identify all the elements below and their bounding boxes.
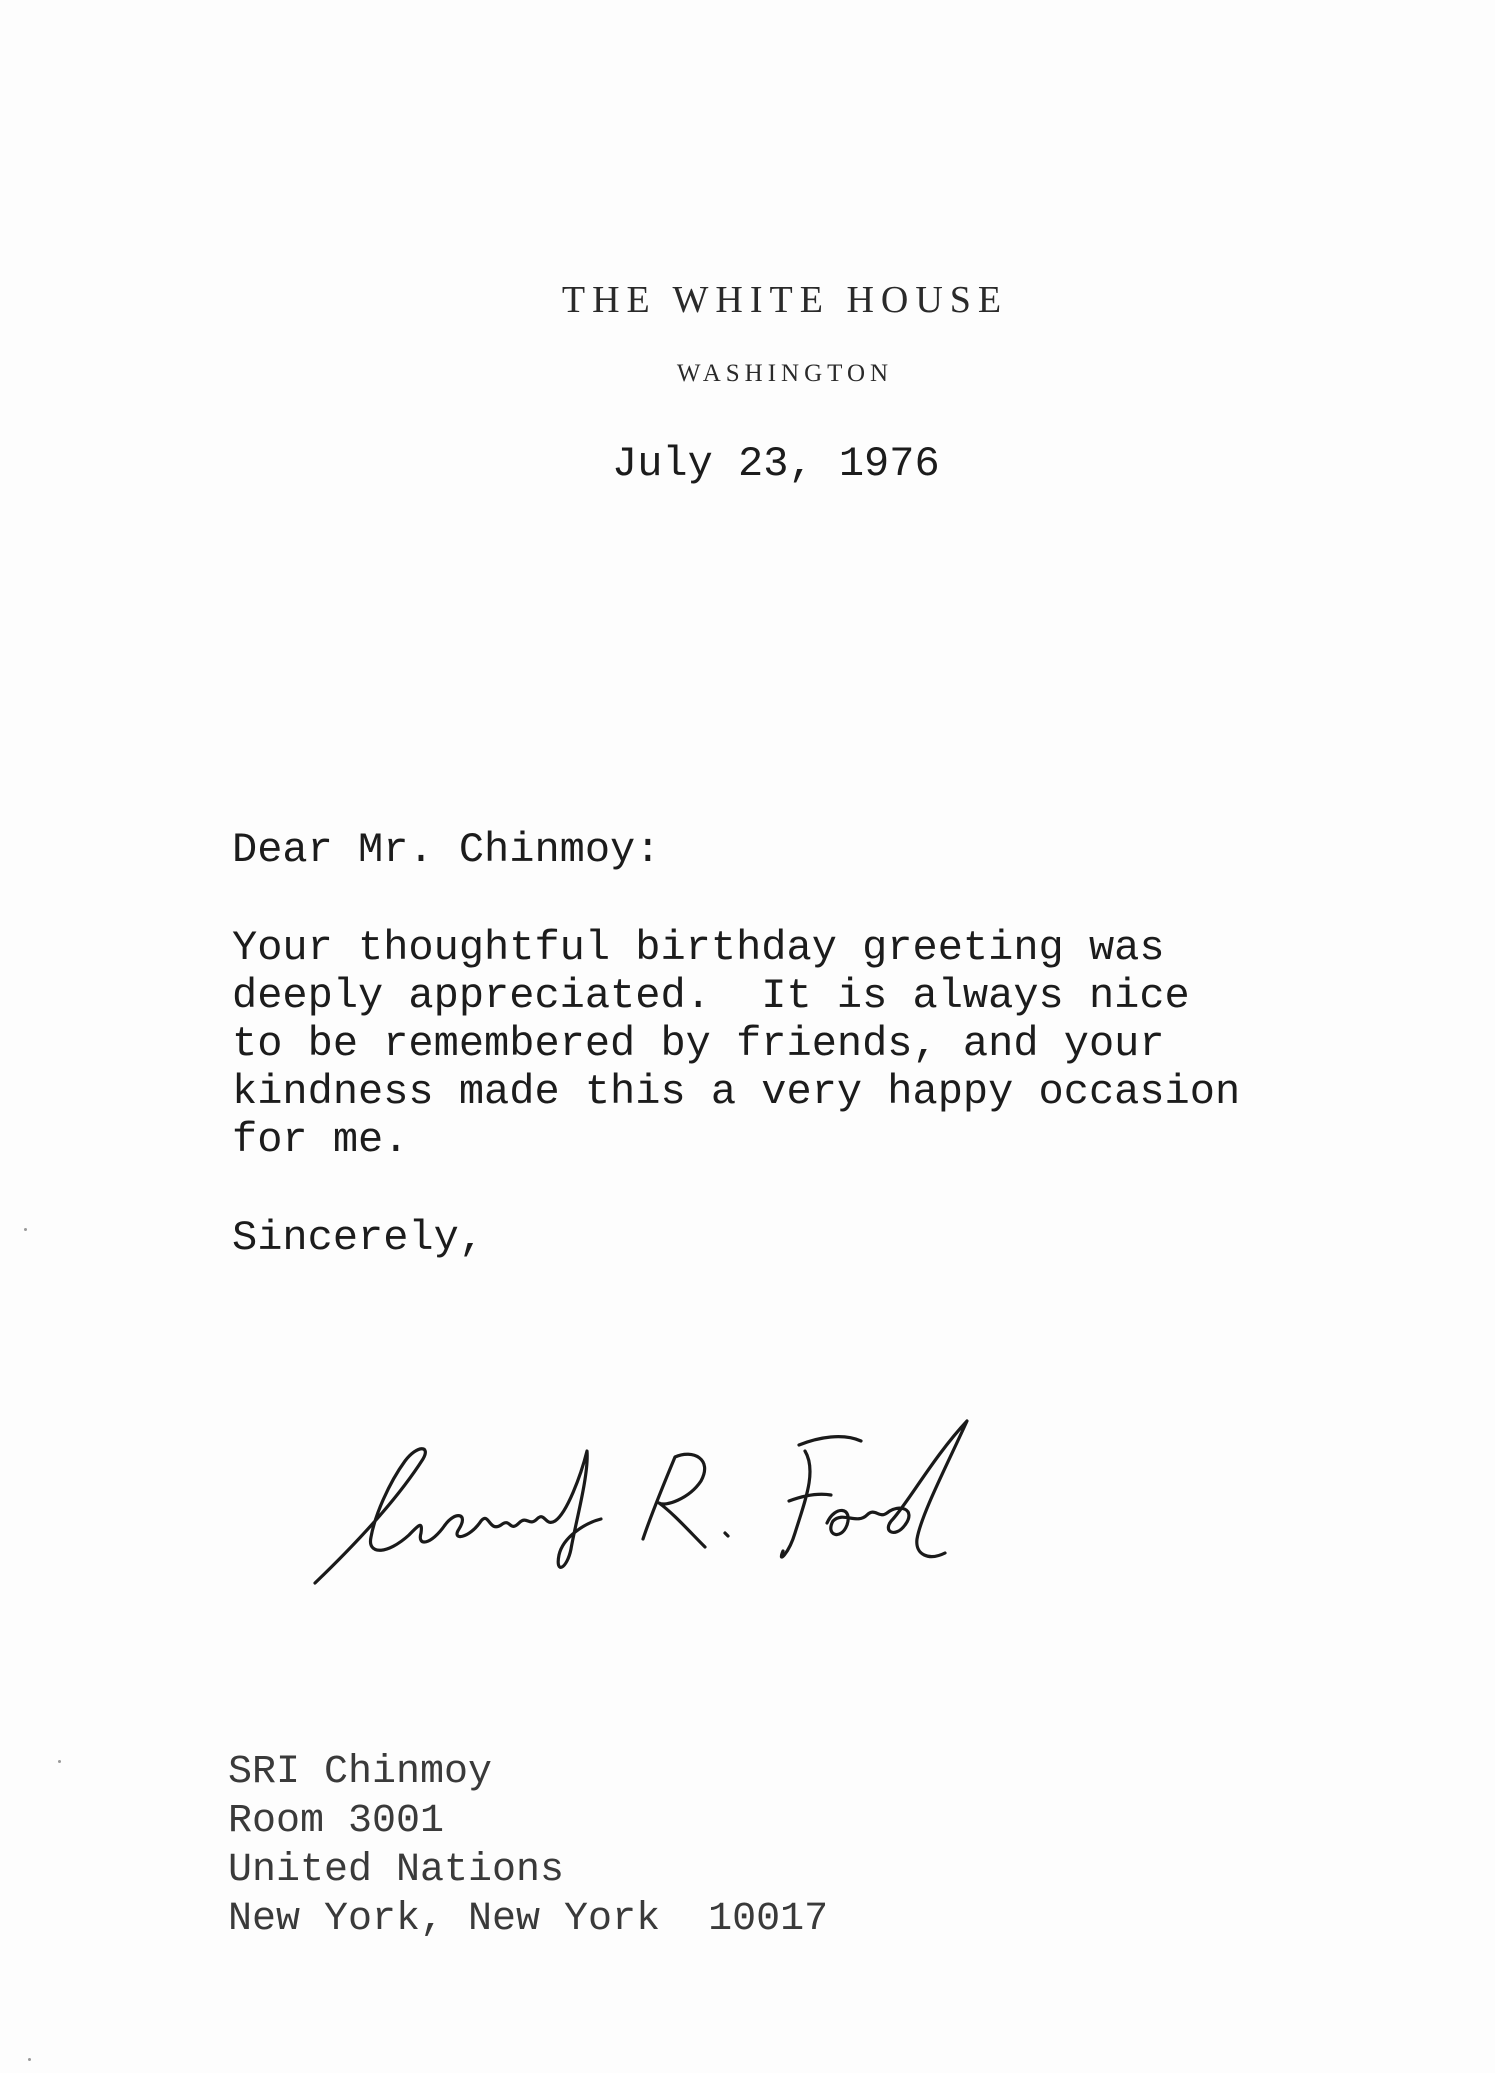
body-line: to be remembered by friends, and your	[232, 1020, 1165, 1068]
paper-speck	[28, 2058, 31, 2061]
address-line: SRI Chinmoy	[228, 1750, 493, 1795]
body-line: deeply appreciated. It is always nice	[232, 972, 1190, 1020]
address-line: New York, New York 10017	[228, 1897, 829, 1942]
recipient-address	[228, 1748, 828, 1944]
letter-date: July 23, 1976	[612, 440, 940, 488]
address-line: Room 3001	[228, 1799, 445, 1844]
letterhead-city: WASHINGTON	[676, 360, 894, 387]
body-line: kindness made this a very happy occasion	[232, 1068, 1241, 1116]
body-line: for me.	[232, 1116, 409, 1164]
salutation: Dear Mr. Chinmoy:	[232, 826, 661, 874]
letterhead-title: THE WHITE HOUSE	[561, 279, 1009, 321]
signature-image	[305, 1415, 1005, 1595]
paper-speck	[58, 1760, 61, 1763]
body-line: Your thoughtful birthday greeting was	[232, 924, 1165, 972]
closing: Sincerely,	[232, 1214, 485, 1262]
address-line: United Nations	[228, 1848, 565, 1893]
paper-speck	[24, 1228, 27, 1231]
